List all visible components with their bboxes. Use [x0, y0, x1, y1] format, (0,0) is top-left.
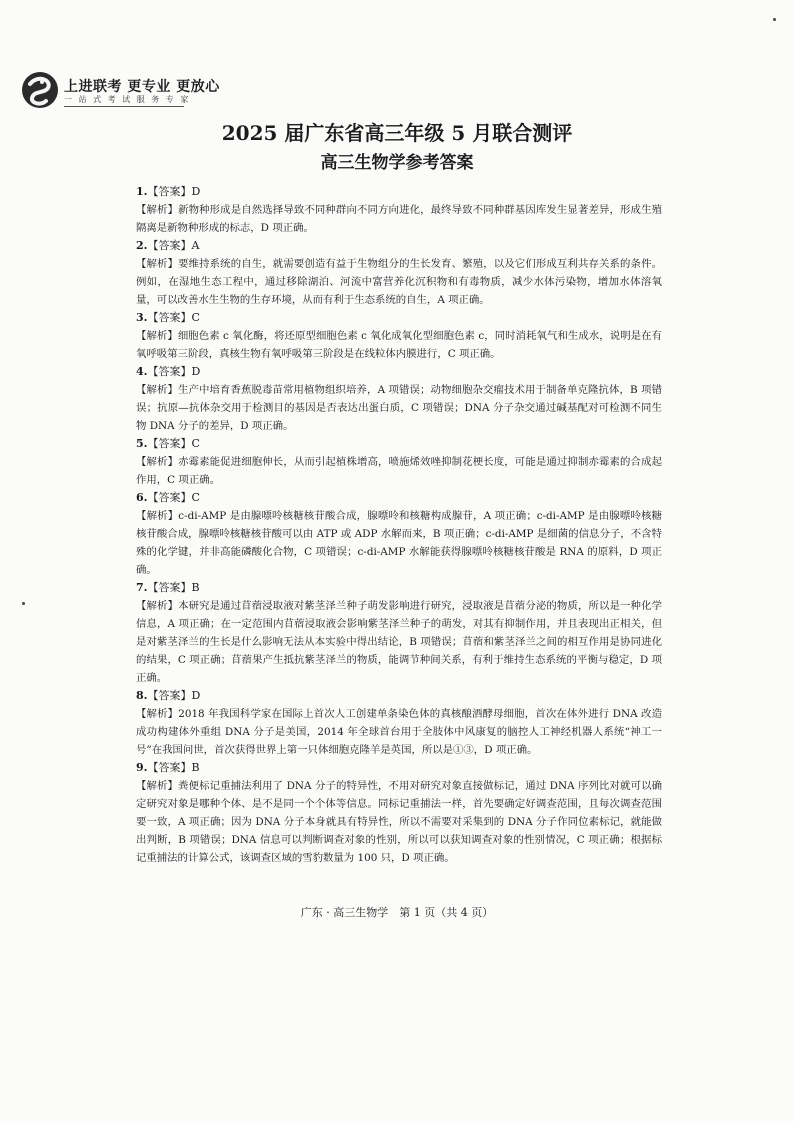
explanation-text: 【解析】粪便标记重捕法利用了 DNA 分子的特异性，不用对研究对象直接做标记，通过 DNA 序列比对就可以确定研究对象是哪种个体、是不是同一个个体等信息。同标记重捕法一样，首先要确定好调查范围，且每次调查范围要一致，A 项正确；因为 DNA 分子本身就具有特异性，所以不需要对采集到的 DNA 分子作同位素标记，就能做出判断，B 项错误；DNA 信息可以判断调查对象的性别，所以可以获知调查对象的性别情况，C 项正确；根据标记重捕法的计算公式，该调查区域的雪豹数量为 100 只，D 项正确。: [136, 780, 662, 864]
page-title: 2025 届广东省高三年级 5 月联合测评: [221, 121, 573, 145]
question-item: [136, 309, 662, 363]
question-item: [136, 489, 662, 579]
explanation-text: 【解析】生产中培育香蕉脱毒苗常用植物组织培养，A 项错误；动物细胞杂交瘤技术用于制备单克隆抗体，B 项错误；抗原—抗体杂交用于检测目的基因是否表达出蛋白质，C 项错误；DNA 分子杂交通过碱基配对可检测不同生物 DNA 分子的差异，D 项正确。: [136, 384, 662, 432]
logo-swirl-icon: [20, 70, 60, 110]
question-item: [136, 579, 662, 687]
answer-line: [136, 363, 662, 381]
question-item: [136, 435, 662, 489]
question-number: 9.: [136, 761, 148, 774]
answer-text: 【答案】C: [147, 491, 200, 504]
explanation-text: 【解析】本研究是通过苜蓿浸取液对紫茎泽兰种子萌发影响进行研究，浸取液是苜蓿分泌的物质，所以是一种化学信息，A 项正确；在一定范围内苜蓿浸取液会影响紫茎泽兰种子的萌发，对其有抑制作用，并且表现出正相关，但是对紫茎泽兰的生长是什么影响无法从本实验中得出结论，B 项错误；苜蓿和紫茎泽兰之间的相互作用是协同进化的结果，C 项正确；苜蓿果产生抵抗紫茎泽兰的物质，能调节种间关系，有利于维持生态系统的平衡与稳定，D 项正确。: [136, 600, 662, 684]
answer-text: 【答案】C: [147, 437, 200, 450]
logo-slogan: 上进联考 更专业 更放心: [64, 79, 220, 95]
publisher-logo: [20, 70, 340, 110]
answer-line: [136, 687, 662, 705]
answer-line: [136, 489, 662, 507]
logo-divider: [64, 106, 184, 107]
answer-text: 【答案】B: [147, 581, 200, 594]
explanation-text: 【解析】赤霉素能促进细胞伸长，从而引起植株增高，喷施烯效唑抑制花梗长度，可能是通过抑制赤霉素的合成起作用，C 项正确。: [136, 456, 662, 486]
answer-line: [136, 435, 662, 453]
question-number: 5.: [136, 437, 148, 450]
page-subtitle: 高三生物学参考答案: [320, 153, 474, 173]
explanation-text: 【解析】新物种形成是自然选择导致不同种群向不同方向进化，最终导致不同种群基因库发生显著差异，形成生殖隔离是新物种形成的标志，D 项正确。: [136, 204, 662, 234]
answer-line: [136, 309, 662, 327]
question-number: 4.: [136, 365, 148, 378]
answer-list: [136, 183, 662, 867]
question-item: [136, 183, 662, 237]
answer-line: [136, 237, 662, 255]
answer-text: 【答案】D: [147, 185, 201, 198]
scan-mark-left: [22, 602, 25, 605]
answer-line: [136, 183, 662, 201]
answer-text: 【答案】D: [147, 365, 201, 378]
question-item: [136, 363, 662, 435]
question-number: 1.: [136, 185, 148, 198]
question-item: [136, 759, 662, 867]
scan-mark-top-right: [773, 18, 776, 21]
logo-subtitle: 一 站 式 考 试 服 务 专 家: [64, 95, 191, 104]
answer-text: 【答案】B: [147, 761, 200, 774]
answer-text: 【答案】C: [147, 311, 200, 324]
explanation-text: 【解析】要维持系统的自生，就需要创造有益于生物组分的生长发育、繁殖，以及它们形成互利共存关系的条件。例如，在湿地生态工程中，通过移除湖泊、河流中富营养化沉积物和有毒物质，减少水体污染物，增加水体溶氧量，可以改善水生生物的生存环境，从而有利于生态系统的自生，A 项正确。: [136, 258, 662, 306]
question-number: 8.: [136, 689, 148, 702]
explanation-text: 【解析】细胞色素 c 氧化酶，将还原型细胞色素 c 氧化成氧化型细胞色素 c，同时消耗氧气和生成水，说明是在有氧呼吸第三阶段，真核生物有氧呼吸第三阶段是在线粒体内膜进行，C 项正确。: [136, 330, 662, 360]
page-footer: 广东 · 高三生物学 第 1 页（共 4 页）: [300, 906, 494, 919]
question-number: 6.: [136, 491, 148, 504]
question-number: 2.: [136, 239, 148, 252]
answer-line: [136, 579, 662, 597]
question-item: [136, 237, 662, 309]
question-item: [136, 687, 662, 759]
question-number: 7.: [136, 581, 148, 594]
explanation-text: 【解析】c-di-AMP 是由腺嘌呤核糖核苷酸合成，腺嘌呤和核糖构成腺苷，A 项正确；c-di-AMP 是由腺嘌呤核糖核苷酸合成，腺嘌呤核糖核苷酸可以由 ATP 或 ADP 水解而来，B 项正确；c-di-AMP 是细菌的信息分子，不含特殊的化学键，并非高能磷酸化合物，C 项错误；c-di-AMP 水解能获得腺嘌呤核糖核苷酸是 RNA 的原料，D 项正确。: [136, 510, 662, 576]
answer-text: 【答案】A: [147, 239, 200, 252]
answer-line: [136, 759, 662, 777]
answer-text: 【答案】D: [147, 689, 201, 702]
question-number: 3.: [136, 311, 148, 324]
explanation-text: 【解析】2018 年我国科学家在国际上首次人工创建单条染色体的真核酿酒酵母细胞，首次在体外进行 DNA 改造成功构建体外重组 DNA 分子是美国，2014 年全球首台用于全肢体中风康复的脑控人工神经机器人系统“神工一号”在我国问世，首次获得世界上第一只体细胞克隆羊是英国，所以是①③，D 项正确。: [136, 708, 662, 756]
